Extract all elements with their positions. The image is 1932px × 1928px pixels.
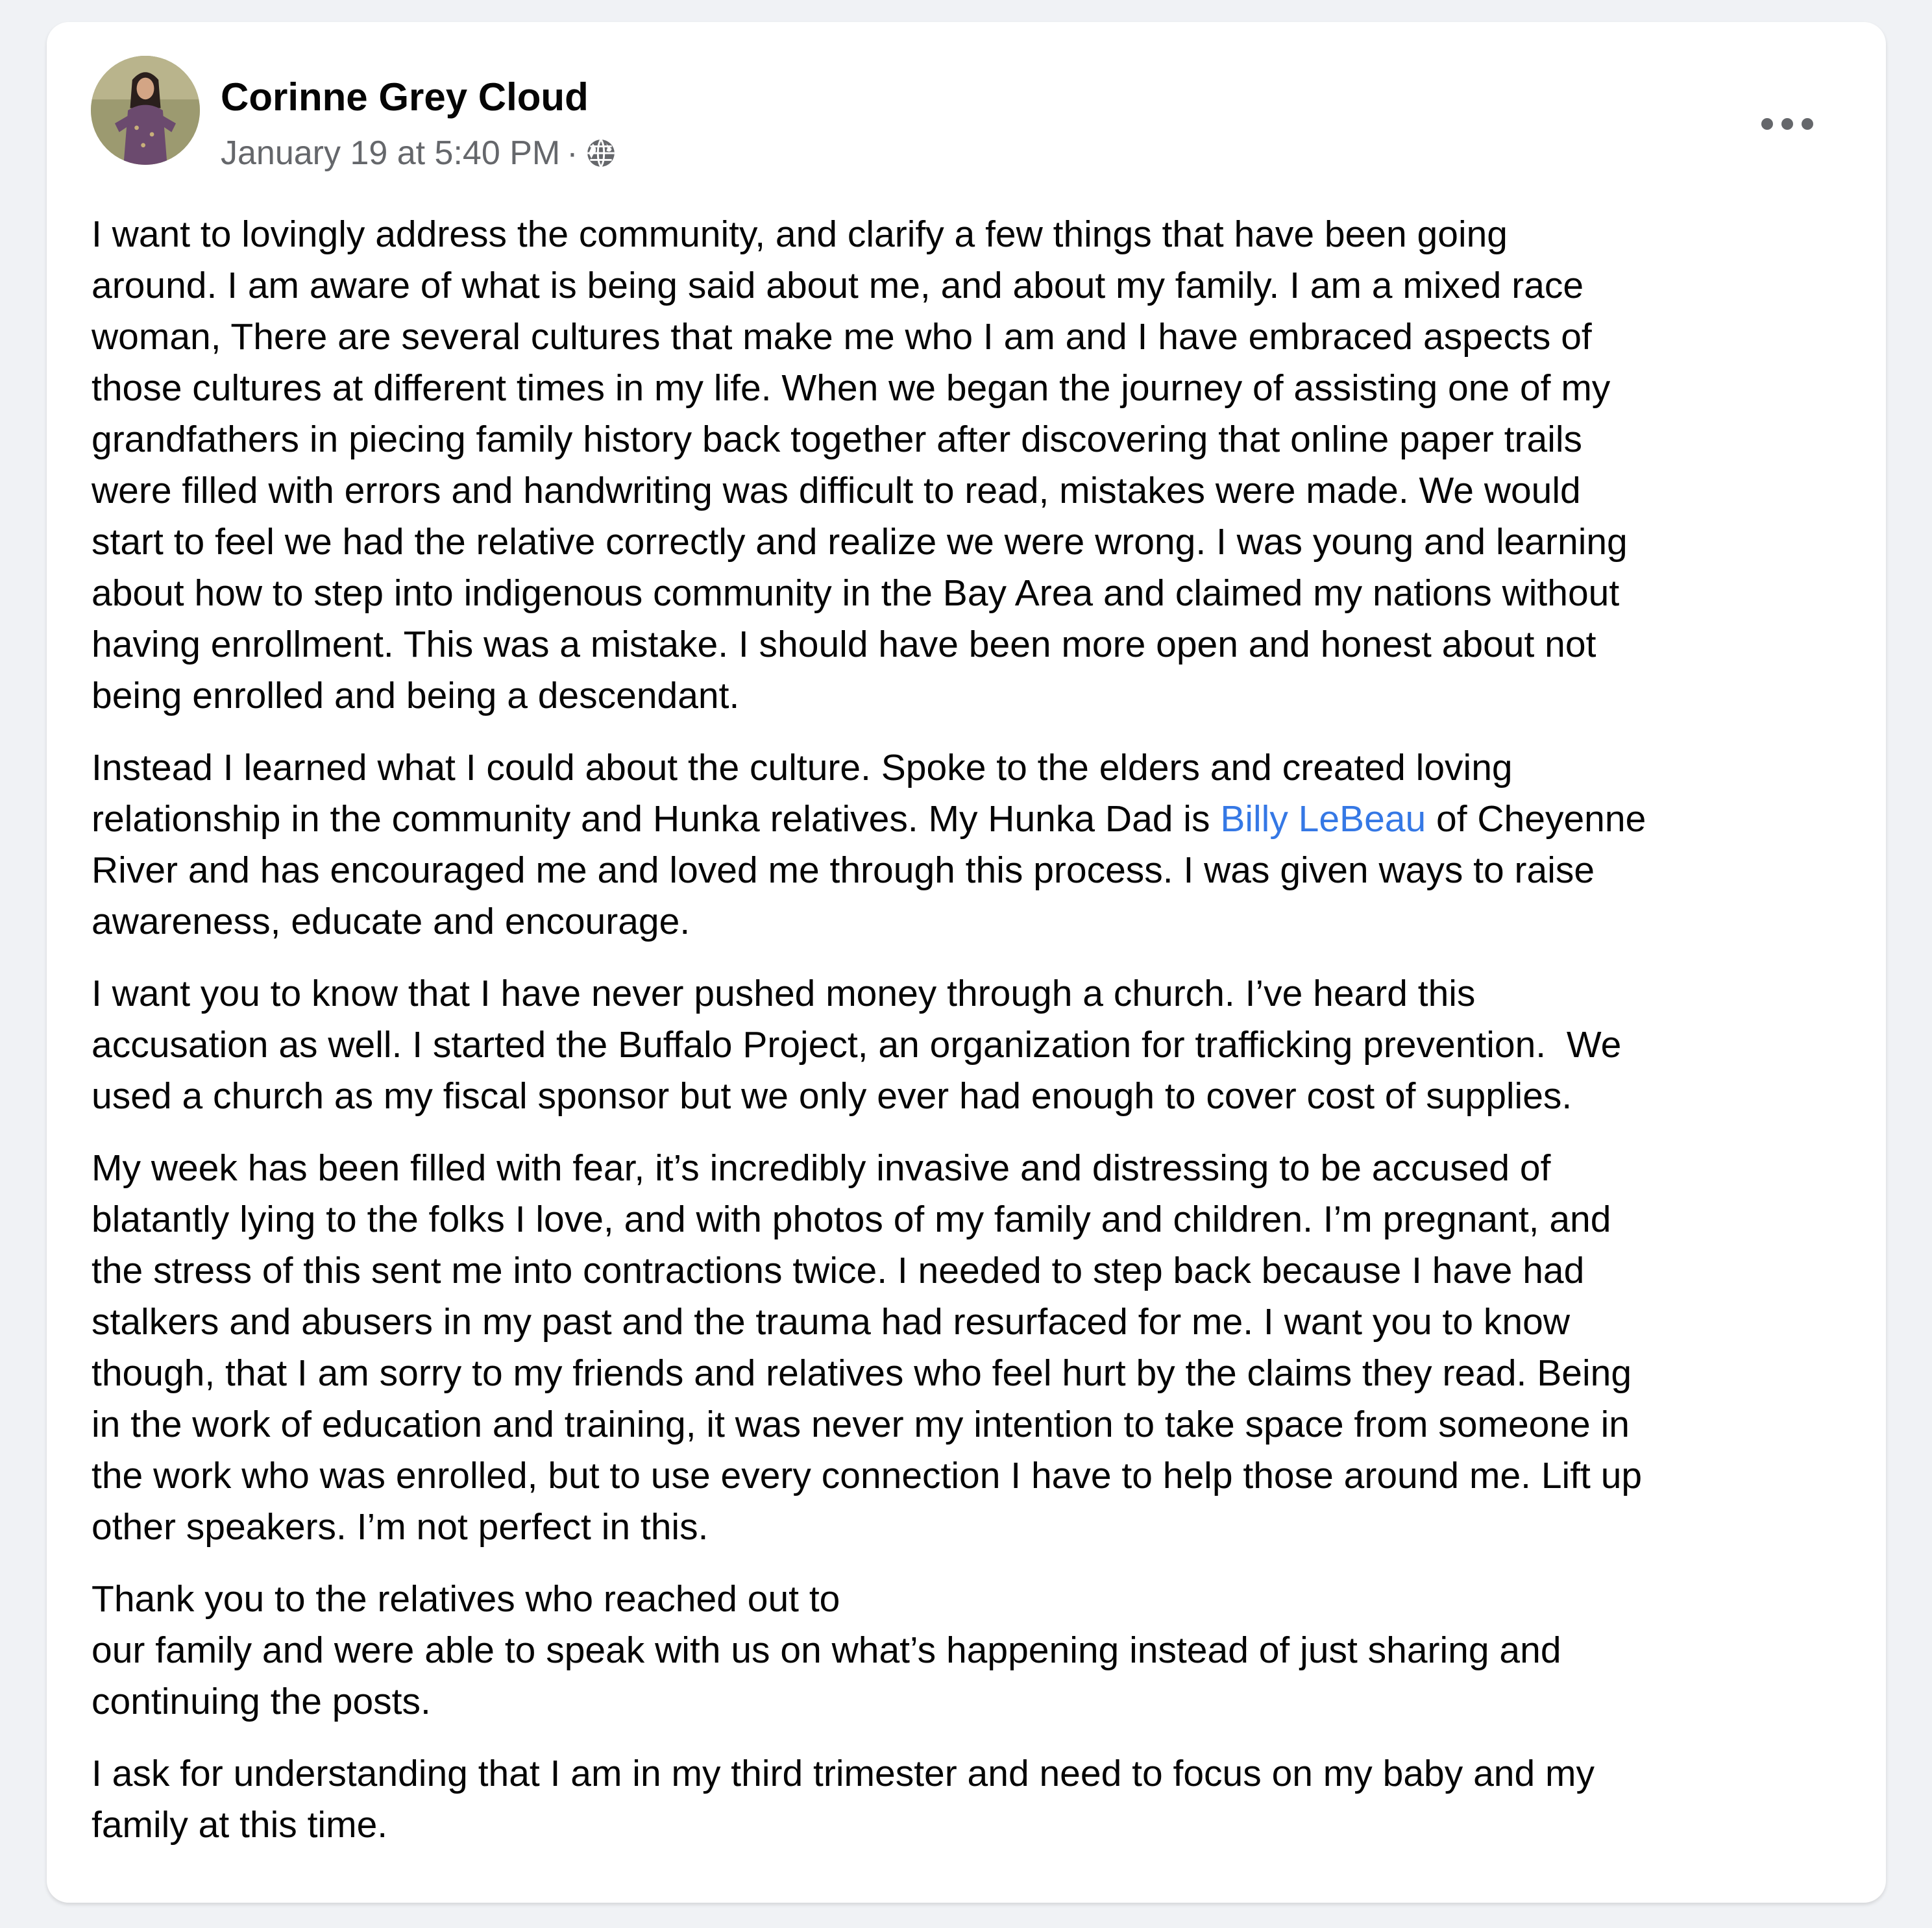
text-line: being enrolled and being a descendant.	[92, 675, 740, 716]
profile-link-billy-lebeau[interactable]: Billy LeBeau	[1220, 798, 1426, 840]
more-dot	[1781, 118, 1793, 130]
paragraph-1	[92, 209, 1896, 722]
text-line: were filled with errors and handwriting was difficult to read, mistakes were made. We would	[92, 470, 1581, 511]
text-line: family at this time.	[92, 1804, 388, 1846]
text-line: awareness, educate and encourage.	[92, 901, 691, 942]
text-line: start to feel we had the relative correctly and realize we were wrong. I was young and learning	[92, 521, 1628, 563]
text-line	[92, 794, 1896, 845]
text-line: stalkers and abusers in my past and the trauma had resurfaced for me. I want you to know	[92, 1301, 1570, 1343]
text-line: used a church as my fiscal sponsor but we only ever had enough to cover cost of supplies.	[92, 1075, 1572, 1117]
text-line: continuing the posts.	[92, 1681, 431, 1722]
text-line: blatantly lying to the folks I love, and with photos of my family and children. I’m pregnant, and	[92, 1199, 1611, 1240]
text-line: I want to lovingly address the community, and clarify a few things that have been going	[92, 214, 1508, 255]
post-meta	[221, 136, 617, 170]
text-segment: relationship in the community and Hunka relatives. My Hunka Dad is	[92, 798, 1221, 840]
text-line: I ask for understanding that I am in my third trimester and need to focus on my baby and my	[92, 1753, 1595, 1794]
text-line: grandfathers in piecing family history back together after discovering that online paper trails	[92, 419, 1583, 460]
paragraph-3	[92, 968, 1896, 1122]
author-name[interactable]: Corinne Grey Cloud	[221, 75, 589, 119]
more-dot	[1761, 118, 1773, 130]
post-card	[47, 22, 1886, 1903]
text-line: our family and were able to speak with us on what’s happening instead of just sharing and	[92, 1629, 1561, 1671]
text-line: My week has been filled with fear, it’s incredibly invasive and distressing to be accused of	[92, 1147, 1551, 1189]
text-line: River and has encouraged me and loved me through this process. I was given ways to raise	[92, 849, 1595, 891]
text-line: the work who was enrolled, but to use every connection I have to help those around me. Lift up	[92, 1455, 1643, 1496]
avatar[interactable]	[91, 56, 200, 165]
more-dot	[1802, 118, 1813, 130]
text-line: other speakers. I’m not perfect in this.	[92, 1506, 709, 1548]
text-line: in the work of education and training, it was never my intention to take space from someone in	[92, 1404, 1630, 1445]
paragraph-4	[92, 1143, 1896, 1553]
paragraph-6	[92, 1748, 1896, 1851]
text-line: Instead I learned what I could about the culture. Spoke to the elders and created loving	[92, 747, 1513, 788]
text-line: woman, There are several cultures that make me who I am and I have embraced aspects of	[92, 316, 1592, 358]
post-timestamp[interactable]: January 19 at 5:40 PM	[221, 134, 561, 172]
avatar-photo-icon	[91, 56, 200, 165]
more-options-icon[interactable]	[1761, 114, 1813, 134]
text-line: though, that I am sorry to my friends and relatives who feel hurt by the claims they read. Being	[92, 1352, 1632, 1394]
meta-separator: ·	[567, 134, 578, 172]
text-line: around. I am aware of what is being said about me, and about my family. I am a mixed race	[92, 265, 1584, 306]
text-line: the stress of this sent me into contractions twice. I needed to step back because I have had	[92, 1250, 1585, 1291]
text-line: I want you to know that I have never pushed money through a church. I’ve heard this	[92, 973, 1476, 1014]
globe-icon[interactable]	[585, 137, 617, 169]
text-line: Thank you to the relatives who reached out to	[92, 1578, 840, 1620]
text-line: accusation as well. I started the Buffalo Project, an organization for trafficking prevention. We	[92, 1024, 1622, 1066]
text-segment: of Cheyenne	[1426, 798, 1646, 840]
text-line: those cultures at different times in my life. When we began the journey of assisting one of my	[92, 367, 1611, 409]
post-header	[47, 22, 1886, 178]
post-body	[92, 209, 1896, 1872]
paragraph-2	[92, 742, 1896, 947]
text-line: about how to step into indigenous community in the Bay Area and claimed my nations without	[92, 572, 1620, 614]
text-line: having enrollment. This was a mistake. I should have been more open and honest about not	[92, 624, 1596, 665]
paragraph-5	[92, 1574, 1896, 1727]
